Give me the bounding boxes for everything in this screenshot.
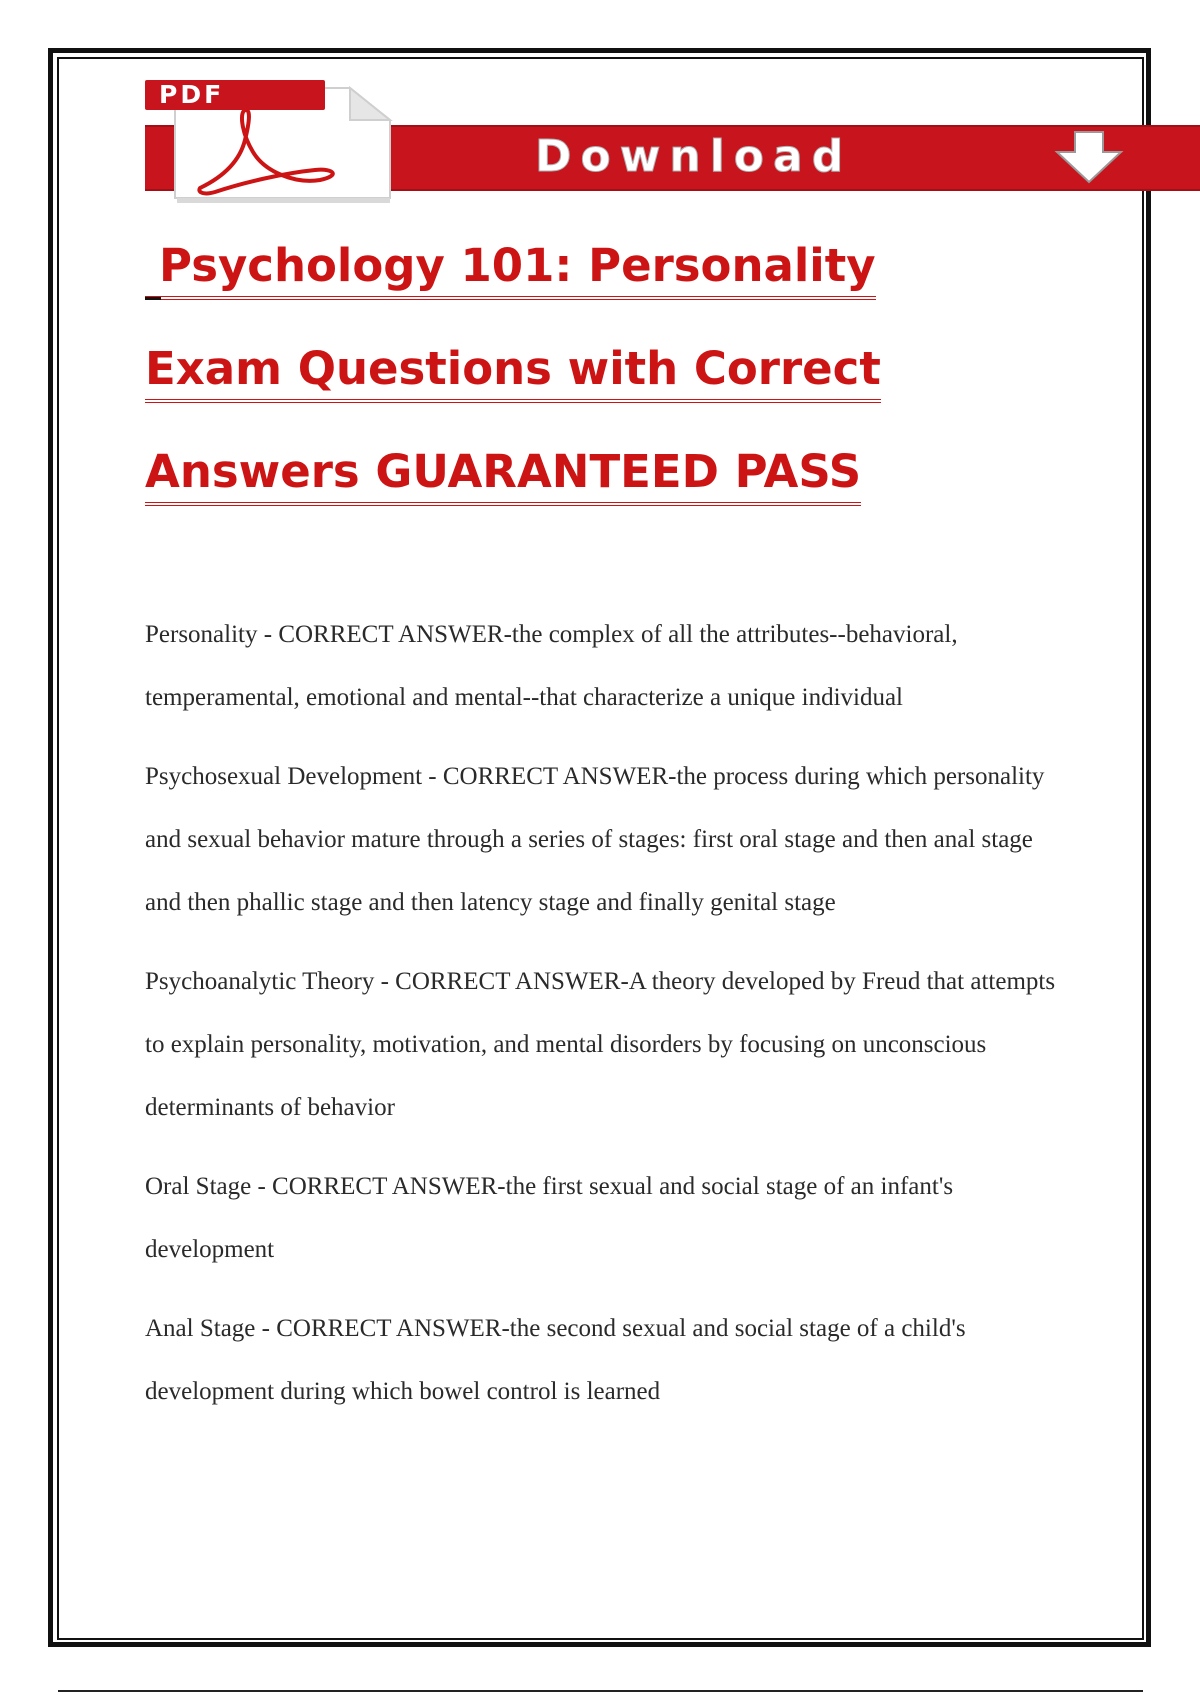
qa-item: Personality - CORRECT ANSWER-the complex of all the attributes--behavioral, temperamental, emotional and mental--that characterize a unique individual xyxy=(145,621,958,711)
qa-item: Oral Stage - CORRECT ANSWER-the first sexual and social stage of an infant's development xyxy=(145,1173,954,1263)
qa-item: Psychosexual Development - CORRECT ANSWER-the process during which personality and sexual behavior mature through a series of stages: first oral stage and then anal stage and then phallic stage and then latency stage and finally genital stage xyxy=(145,763,1045,916)
document-title xyxy=(145,236,1125,545)
qa-item: Anal Stage - CORRECT ANSWER-the second sexual and social stage of a child's development during which bowel control is learned xyxy=(145,1315,966,1405)
bottom-rule xyxy=(58,1690,1143,1692)
title-line-3: Answers GUARANTEED PASS xyxy=(145,443,861,506)
qa-list xyxy=(145,617,1065,1453)
qa-item: Psychoanalytic Theory - CORRECT ANSWER-A theory developed by Freud that attempts to explain personality, motivation, and mental disorders by focusing on unconscious determinants of behavior xyxy=(145,968,1056,1121)
pdf-tag-label: PDF xyxy=(159,80,225,109)
title-line-2: Exam Questions with Correct xyxy=(145,340,881,403)
download-label[interactable]: Download xyxy=(535,131,853,182)
pdf-download-banner[interactable] xyxy=(145,80,1200,205)
download-arrow-icon[interactable] xyxy=(1051,130,1127,184)
title-line-1: Psychology 101: Personality xyxy=(145,237,876,300)
